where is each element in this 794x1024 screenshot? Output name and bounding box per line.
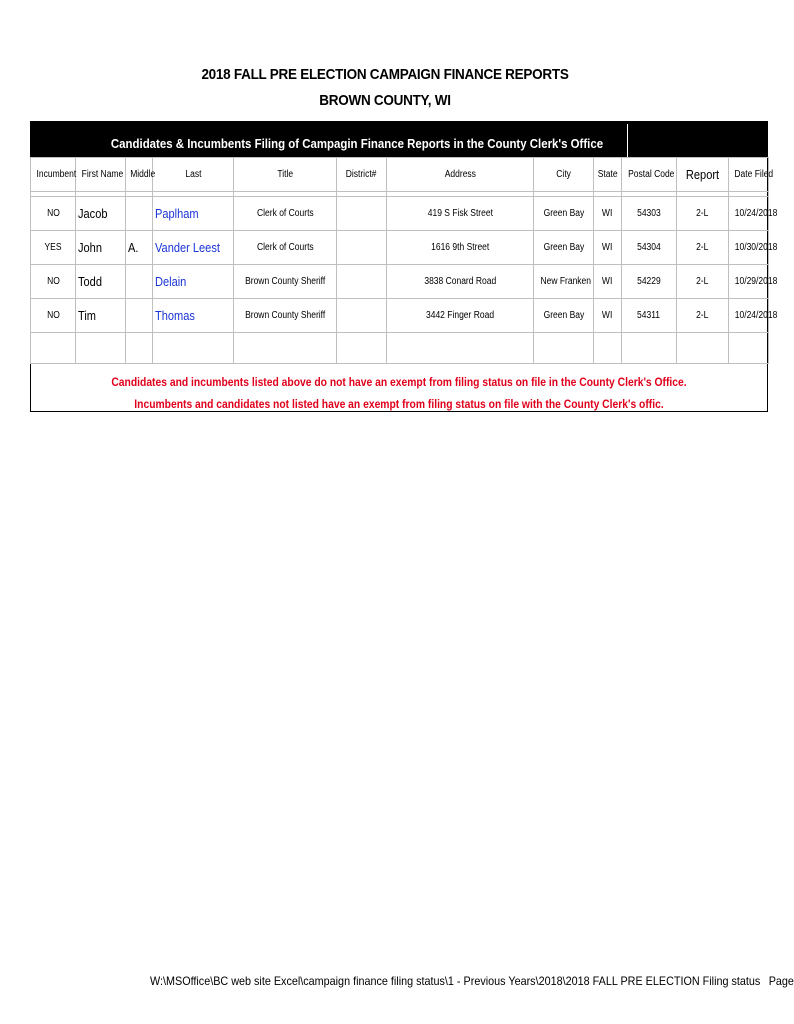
cell-postal-code: 54311 [622, 299, 677, 333]
cell-title: Clerk of Courts [234, 231, 337, 265]
document-title: 2018 FALL PRE ELECTION CAMPAIGN FINANCE REPORTS [201, 66, 569, 83]
cell-date-filed: 10/24/2018 [729, 197, 769, 231]
exempt-note-2: Incumbents and candidates not listed have an exempt from filing status on file with the County Clerk's offic. [134, 397, 664, 411]
cell-report: 2-L [677, 265, 729, 299]
col-header-date-filed: Date Filed [729, 158, 769, 192]
cell-address: 3838 Conard Road [387, 265, 534, 299]
cell-city: Green Bay [534, 231, 594, 265]
cell-postal-code: 54229 [622, 265, 677, 299]
cell-date-filed: 10/24/2018 [729, 299, 769, 333]
cell-incumbent: NO [31, 197, 76, 231]
table-heading: Candidates & Incumbents Filing of Campagin Finance Reports in the County Clerk's Office [110, 136, 604, 151]
cell-title: Clerk of Courts [234, 197, 337, 231]
cell-state: WI [594, 231, 622, 265]
cell-address: 419 S Fisk Street [387, 197, 534, 231]
cell-state: WI [594, 197, 622, 231]
cell-first-name: Tim [76, 299, 126, 333]
cell-district [337, 265, 387, 299]
col-header-state: State [594, 158, 622, 192]
cell-first-name: John [76, 231, 126, 265]
table-row [31, 231, 769, 265]
col-header-city: City [534, 158, 594, 192]
col-header-middle: Middle [126, 158, 153, 192]
candidate-link[interactable]: Delain [153, 265, 234, 299]
col-header-postal-code: Postal Code [622, 158, 677, 192]
cell-first-name: Todd [76, 265, 126, 299]
table-row [31, 299, 769, 333]
table-banner [30, 121, 768, 157]
col-header-incumbent: Incumbent [31, 158, 76, 192]
banner-divider [627, 124, 628, 157]
cell-title: Brown County Sheriff [234, 265, 337, 299]
document-subtitle: BROWN COUNTY, WI [319, 92, 451, 109]
cell-middle [126, 197, 153, 231]
cell-report: 2-L [677, 299, 729, 333]
candidate-link[interactable]: Thomas [153, 299, 234, 333]
candidate-link[interactable]: Paplham [153, 197, 234, 231]
exempt-note-1: Candidates and incumbents listed above do not have an exempt from filing status on file in the County Clerk's Office. [111, 375, 687, 389]
cell-address: 3442 Finger Road [387, 299, 534, 333]
cell-date-filed: 10/29/2018 [729, 265, 769, 299]
filings-table [30, 157, 778, 364]
cell-city: Green Bay [534, 299, 594, 333]
cell-title: Brown County Sheriff [234, 299, 337, 333]
col-header-first-name: First Name [76, 158, 126, 192]
cell-incumbent: NO [31, 265, 76, 299]
cell-middle [126, 265, 153, 299]
footer-path: W:\MSOffice\BC web site Excel\campaign finance filing status\1 - Previous Years\2018\2018 FALL PRE ELECTION Filing status [150, 974, 761, 988]
cell-state: WI [594, 299, 622, 333]
cell-report: 2-L [677, 197, 729, 231]
cell-district [337, 231, 387, 265]
cell-report: 2-L [677, 231, 729, 265]
header-row [31, 158, 769, 192]
candidate-link[interactable]: Vander Leest [153, 231, 234, 265]
col-header-title: Title [234, 158, 337, 192]
cell-incumbent: NO [31, 299, 76, 333]
cell-postal-code: 54304 [622, 231, 677, 265]
cell-city: Green Bay [534, 197, 594, 231]
empty-row [31, 333, 769, 364]
table-row [31, 197, 769, 231]
cell-address: 1616 9th Street [387, 231, 534, 265]
cell-state: WI [594, 265, 622, 299]
cell-district [337, 299, 387, 333]
cell-middle: A. [126, 231, 153, 265]
table-row [31, 265, 769, 299]
col-header-report: Report [677, 158, 729, 192]
cell-district [337, 197, 387, 231]
cell-middle [126, 299, 153, 333]
col-header-district: District# [337, 158, 387, 192]
col-header-last: Last [153, 158, 234, 192]
cell-incumbent: YES [31, 231, 76, 265]
footer-page-label: Page [768, 974, 794, 988]
file-path-footer [150, 974, 794, 988]
cell-postal-code: 54303 [622, 197, 677, 231]
cell-first-name: Jacob [76, 197, 126, 231]
col-header-address: Address [387, 158, 534, 192]
cell-city: New Franken [534, 265, 594, 299]
cell-date-filed: 10/30/2018 [729, 231, 769, 265]
